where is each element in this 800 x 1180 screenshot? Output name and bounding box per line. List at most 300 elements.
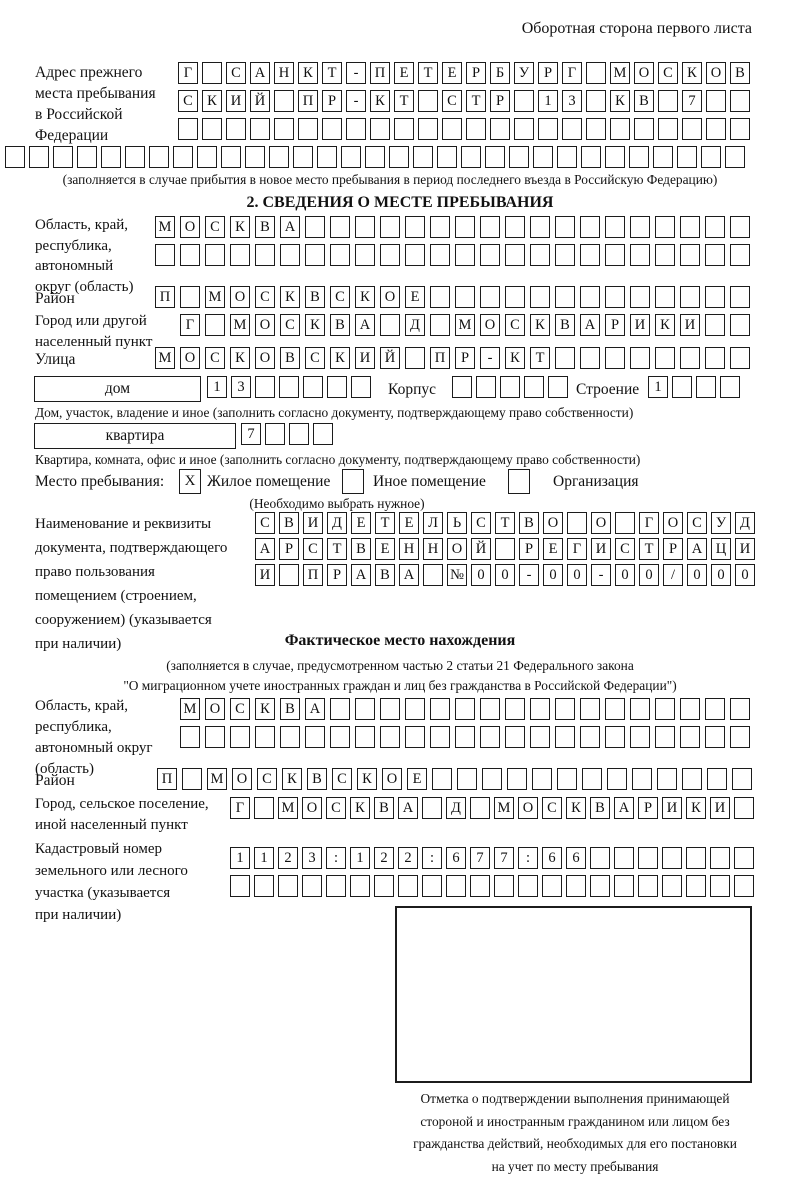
char-cell[interactable]: О: [591, 512, 611, 534]
char-cell[interactable]: С: [442, 90, 462, 112]
char-cell[interactable]: [5, 146, 25, 168]
char-cell[interactable]: [355, 698, 375, 720]
char-cell[interactable]: А: [305, 698, 325, 720]
char-cell[interactable]: А: [614, 797, 634, 819]
char-cell[interactable]: -: [346, 90, 366, 112]
char-cell[interactable]: [355, 216, 375, 238]
char-cell[interactable]: [582, 768, 602, 790]
char-cell[interactable]: [705, 347, 725, 369]
char-cell[interactable]: К: [280, 286, 300, 308]
char-cell[interactable]: [524, 376, 544, 398]
char-cell[interactable]: [330, 726, 350, 748]
char-cell[interactable]: [230, 244, 250, 266]
char-cell[interactable]: [710, 847, 730, 869]
char-cell[interactable]: И: [591, 538, 611, 560]
char-cell[interactable]: [305, 216, 325, 238]
char-cell[interactable]: :: [326, 847, 346, 869]
char-cell[interactable]: [580, 347, 600, 369]
char-cell[interactable]: [230, 726, 250, 748]
char-cell[interactable]: [422, 797, 442, 819]
char-cell[interactable]: О: [180, 347, 200, 369]
char-cell[interactable]: Р: [538, 62, 558, 84]
char-cell[interactable]: [734, 847, 754, 869]
char-cell[interactable]: [394, 118, 414, 140]
char-cell[interactable]: [615, 512, 635, 534]
char-cell[interactable]: [255, 726, 275, 748]
char-cell[interactable]: [461, 146, 481, 168]
char-cell[interactable]: Г: [230, 797, 250, 819]
char-cell[interactable]: [302, 875, 322, 897]
char-cell[interactable]: [298, 118, 318, 140]
char-cell[interactable]: [494, 875, 514, 897]
char-cell[interactable]: [555, 286, 575, 308]
char-cell[interactable]: [505, 286, 525, 308]
char-cell[interactable]: А: [351, 564, 371, 586]
char-cell[interactable]: [634, 118, 654, 140]
char-cell[interactable]: [548, 376, 568, 398]
char-cell[interactable]: В: [634, 90, 654, 112]
char-cell[interactable]: Е: [399, 512, 419, 534]
char-cell[interactable]: /: [663, 564, 683, 586]
char-cell[interactable]: [614, 847, 634, 869]
char-cell[interactable]: К: [230, 216, 250, 238]
char-cell[interactable]: [330, 216, 350, 238]
char-cell[interactable]: [305, 244, 325, 266]
char-cell[interactable]: [476, 376, 496, 398]
char-cell[interactable]: П: [430, 347, 450, 369]
char-cell[interactable]: К: [202, 90, 222, 112]
char-cell[interactable]: [455, 726, 475, 748]
char-cell[interactable]: 0: [711, 564, 731, 586]
char-cell[interactable]: Р: [455, 347, 475, 369]
char-cell[interactable]: Г: [180, 314, 200, 336]
char-cell[interactable]: Р: [519, 538, 539, 560]
char-cell[interactable]: 1: [538, 90, 558, 112]
char-cell[interactable]: [538, 118, 558, 140]
char-cell[interactable]: [555, 698, 575, 720]
char-cell[interactable]: Е: [375, 538, 395, 560]
char-cell[interactable]: [530, 216, 550, 238]
char-cell[interactable]: К: [305, 314, 325, 336]
char-cell[interactable]: 2: [374, 847, 394, 869]
char-cell[interactable]: К: [610, 90, 630, 112]
char-cell[interactable]: [423, 564, 443, 586]
char-cell[interactable]: [655, 698, 675, 720]
char-cell[interactable]: [380, 698, 400, 720]
char-cell[interactable]: [605, 698, 625, 720]
char-cell[interactable]: [480, 698, 500, 720]
char-cell[interactable]: С: [615, 538, 635, 560]
char-cell[interactable]: В: [351, 538, 371, 560]
char-cell[interactable]: С: [205, 216, 225, 238]
char-cell[interactable]: [53, 146, 73, 168]
char-cell[interactable]: [514, 90, 534, 112]
char-cell[interactable]: Г: [562, 62, 582, 84]
char-cell[interactable]: [557, 768, 577, 790]
char-cell[interactable]: У: [514, 62, 534, 84]
char-cell[interactable]: 0: [543, 564, 563, 586]
char-cell[interactable]: [505, 216, 525, 238]
char-cell[interactable]: Т: [466, 90, 486, 112]
char-cell[interactable]: [326, 875, 346, 897]
char-cell[interactable]: И: [680, 314, 700, 336]
char-cell[interactable]: [605, 726, 625, 748]
char-cell[interactable]: К: [350, 797, 370, 819]
char-cell[interactable]: [279, 376, 299, 398]
char-cell[interactable]: О: [230, 286, 250, 308]
char-cell[interactable]: [29, 146, 49, 168]
char-cell[interactable]: [607, 768, 627, 790]
char-cell[interactable]: К: [655, 314, 675, 336]
char-cell[interactable]: Е: [394, 62, 414, 84]
char-cell[interactable]: [255, 244, 275, 266]
char-cell[interactable]: [630, 698, 650, 720]
char-cell[interactable]: [686, 875, 706, 897]
char-cell[interactable]: [672, 376, 692, 398]
char-cell[interactable]: Т: [495, 512, 515, 534]
char-cell[interactable]: [533, 146, 553, 168]
char-cell[interactable]: [655, 286, 675, 308]
char-cell[interactable]: №: [447, 564, 467, 586]
char-cell[interactable]: К: [355, 286, 375, 308]
char-cell[interactable]: И: [710, 797, 730, 819]
char-cell[interactable]: П: [157, 768, 177, 790]
char-cell[interactable]: [480, 286, 500, 308]
char-cell[interactable]: [346, 118, 366, 140]
char-cell[interactable]: [705, 286, 725, 308]
char-cell[interactable]: [562, 118, 582, 140]
char-cell[interactable]: [710, 875, 730, 897]
char-cell[interactable]: Е: [442, 62, 462, 84]
char-cell[interactable]: [653, 146, 673, 168]
char-cell[interactable]: [405, 216, 425, 238]
char-cell[interactable]: К: [566, 797, 586, 819]
char-cell[interactable]: [630, 216, 650, 238]
char-cell[interactable]: Р: [466, 62, 486, 84]
char-cell[interactable]: [555, 347, 575, 369]
char-cell[interactable]: П: [303, 564, 323, 586]
char-cell[interactable]: С: [303, 538, 323, 560]
char-cell[interactable]: П: [370, 62, 390, 84]
char-cell[interactable]: [680, 726, 700, 748]
char-cell[interactable]: Д: [327, 512, 347, 534]
char-cell[interactable]: [280, 726, 300, 748]
char-cell[interactable]: 7: [241, 423, 261, 445]
char-cell[interactable]: 0: [495, 564, 515, 586]
char-cell[interactable]: Г: [639, 512, 659, 534]
char-cell[interactable]: [289, 423, 309, 445]
char-cell[interactable]: С: [257, 768, 277, 790]
char-cell[interactable]: [197, 146, 217, 168]
char-cell[interactable]: [566, 875, 586, 897]
char-cell[interactable]: [149, 146, 169, 168]
char-cell[interactable]: [495, 538, 515, 560]
char-cell[interactable]: [629, 146, 649, 168]
char-cell[interactable]: [505, 726, 525, 748]
char-cell[interactable]: 6: [566, 847, 586, 869]
char-cell[interactable]: [705, 244, 725, 266]
char-cell[interactable]: А: [250, 62, 270, 84]
char-cell[interactable]: [405, 244, 425, 266]
char-cell[interactable]: [680, 698, 700, 720]
char-cell[interactable]: [330, 244, 350, 266]
char-cell[interactable]: С: [305, 347, 325, 369]
char-cell[interactable]: В: [375, 564, 395, 586]
char-cell[interactable]: [178, 118, 198, 140]
char-cell[interactable]: [701, 146, 721, 168]
char-cell[interactable]: [505, 698, 525, 720]
char-cell[interactable]: [245, 146, 265, 168]
char-cell[interactable]: [226, 118, 246, 140]
char-cell[interactable]: [730, 286, 750, 308]
char-cell[interactable]: [442, 118, 462, 140]
char-cell[interactable]: К: [530, 314, 550, 336]
char-cell[interactable]: К: [255, 698, 275, 720]
char-cell[interactable]: С: [255, 286, 275, 308]
char-cell[interactable]: В: [255, 216, 275, 238]
char-cell[interactable]: [730, 726, 750, 748]
char-cell[interactable]: 3: [302, 847, 322, 869]
char-cell[interactable]: Т: [639, 538, 659, 560]
char-cell[interactable]: С: [230, 698, 250, 720]
char-cell[interactable]: [638, 847, 658, 869]
char-cell[interactable]: [720, 376, 740, 398]
char-cell[interactable]: В: [279, 512, 299, 534]
char-cell[interactable]: Т: [327, 538, 347, 560]
char-cell[interactable]: А: [255, 538, 275, 560]
char-cell[interactable]: [580, 244, 600, 266]
char-cell[interactable]: К: [298, 62, 318, 84]
char-cell[interactable]: [590, 847, 610, 869]
char-cell[interactable]: [730, 347, 750, 369]
char-cell[interactable]: [507, 768, 527, 790]
char-cell[interactable]: [705, 314, 725, 336]
char-cell[interactable]: [530, 286, 550, 308]
char-cell[interactable]: Е: [407, 768, 427, 790]
char-cell[interactable]: [254, 797, 274, 819]
char-cell[interactable]: [586, 62, 606, 84]
char-cell[interactable]: [662, 875, 682, 897]
char-cell[interactable]: К: [357, 768, 377, 790]
char-cell[interactable]: А: [280, 216, 300, 238]
char-cell[interactable]: -: [480, 347, 500, 369]
char-cell[interactable]: [730, 314, 750, 336]
char-cell[interactable]: [317, 146, 337, 168]
char-cell[interactable]: [680, 347, 700, 369]
char-cell[interactable]: [730, 216, 750, 238]
char-cell[interactable]: [265, 423, 285, 445]
char-cell[interactable]: О: [255, 347, 275, 369]
char-cell[interactable]: [470, 797, 490, 819]
char-cell[interactable]: [630, 286, 650, 308]
char-cell[interactable]: 7: [470, 847, 490, 869]
char-cell[interactable]: [303, 376, 323, 398]
char-cell[interactable]: И: [255, 564, 275, 586]
char-cell[interactable]: [322, 118, 342, 140]
char-cell[interactable]: М: [230, 314, 250, 336]
char-cell[interactable]: М: [455, 314, 475, 336]
char-cell[interactable]: [632, 768, 652, 790]
char-cell[interactable]: Т: [322, 62, 342, 84]
char-cell[interactable]: [305, 726, 325, 748]
char-cell[interactable]: 1: [230, 847, 250, 869]
char-cell[interactable]: С: [332, 768, 352, 790]
char-cell[interactable]: [430, 286, 450, 308]
char-cell[interactable]: [380, 726, 400, 748]
char-cell[interactable]: [509, 146, 529, 168]
char-cell[interactable]: [180, 244, 200, 266]
char-cell[interactable]: [173, 146, 193, 168]
char-cell[interactable]: [274, 118, 294, 140]
char-cell[interactable]: [405, 726, 425, 748]
char-cell[interactable]: Т: [394, 90, 414, 112]
char-cell[interactable]: П: [298, 90, 318, 112]
char-cell[interactable]: 6: [542, 847, 562, 869]
char-cell[interactable]: :: [518, 847, 538, 869]
char-cell[interactable]: [730, 118, 750, 140]
char-cell[interactable]: И: [226, 90, 246, 112]
char-cell[interactable]: С: [471, 512, 491, 534]
char-cell[interactable]: [630, 347, 650, 369]
char-cell[interactable]: Т: [418, 62, 438, 84]
char-cell[interactable]: [350, 875, 370, 897]
char-cell[interactable]: А: [398, 797, 418, 819]
char-cell[interactable]: [590, 875, 610, 897]
checkbox-organizatsiya[interactable]: [508, 469, 530, 494]
char-cell[interactable]: Г: [178, 62, 198, 84]
char-cell[interactable]: И: [735, 538, 755, 560]
dom-box[interactable]: дом: [34, 376, 201, 402]
char-cell[interactable]: [542, 875, 562, 897]
char-cell[interactable]: С: [205, 347, 225, 369]
char-cell[interactable]: О: [447, 538, 467, 560]
char-cell[interactable]: Р: [638, 797, 658, 819]
char-cell[interactable]: С: [280, 314, 300, 336]
char-cell[interactable]: Й: [471, 538, 491, 560]
char-cell[interactable]: И: [355, 347, 375, 369]
char-cell[interactable]: [530, 726, 550, 748]
char-cell[interactable]: [638, 875, 658, 897]
char-cell[interactable]: [730, 244, 750, 266]
char-cell[interactable]: [279, 564, 299, 586]
checkbox-inoe[interactable]: [342, 469, 364, 494]
char-cell[interactable]: [430, 314, 450, 336]
char-cell[interactable]: 3: [231, 376, 251, 398]
char-cell[interactable]: [255, 376, 275, 398]
char-cell[interactable]: [514, 118, 534, 140]
char-cell[interactable]: [610, 118, 630, 140]
char-cell[interactable]: Л: [423, 512, 443, 534]
char-cell[interactable]: 6: [446, 847, 466, 869]
char-cell[interactable]: [405, 347, 425, 369]
char-cell[interactable]: Д: [735, 512, 755, 534]
char-cell[interactable]: М: [205, 286, 225, 308]
char-cell[interactable]: 1: [254, 847, 274, 869]
char-cell[interactable]: [480, 244, 500, 266]
char-cell[interactable]: С: [226, 62, 246, 84]
char-cell[interactable]: [732, 768, 752, 790]
char-cell[interactable]: Т: [375, 512, 395, 534]
char-cell[interactable]: [682, 768, 702, 790]
char-cell[interactable]: [374, 875, 394, 897]
char-cell[interactable]: [280, 244, 300, 266]
char-cell[interactable]: [405, 698, 425, 720]
char-cell[interactable]: И: [662, 797, 682, 819]
char-cell[interactable]: С: [505, 314, 525, 336]
char-cell[interactable]: [398, 875, 418, 897]
char-cell[interactable]: П: [155, 286, 175, 308]
char-cell[interactable]: :: [422, 847, 442, 869]
char-cell[interactable]: 1: [207, 376, 227, 398]
char-cell[interactable]: [730, 90, 750, 112]
char-cell[interactable]: [180, 726, 200, 748]
char-cell[interactable]: [470, 875, 490, 897]
char-cell[interactable]: А: [399, 564, 419, 586]
char-cell[interactable]: [580, 216, 600, 238]
char-cell[interactable]: [180, 286, 200, 308]
char-cell[interactable]: О: [380, 286, 400, 308]
char-cell[interactable]: 1: [350, 847, 370, 869]
char-cell[interactable]: [430, 216, 450, 238]
char-cell[interactable]: [365, 146, 385, 168]
char-cell[interactable]: К: [230, 347, 250, 369]
char-cell[interactable]: 0: [639, 564, 659, 586]
char-cell[interactable]: [432, 768, 452, 790]
char-cell[interactable]: [437, 146, 457, 168]
char-cell[interactable]: [605, 216, 625, 238]
char-cell[interactable]: [555, 244, 575, 266]
char-cell[interactable]: [254, 875, 274, 897]
char-cell[interactable]: [605, 146, 625, 168]
char-cell[interactable]: [293, 146, 313, 168]
char-cell[interactable]: 7: [494, 847, 514, 869]
char-cell[interactable]: [734, 797, 754, 819]
char-cell[interactable]: Р: [327, 564, 347, 586]
char-cell[interactable]: О: [706, 62, 726, 84]
char-cell[interactable]: [630, 244, 650, 266]
char-cell[interactable]: С: [330, 286, 350, 308]
char-cell[interactable]: О: [205, 698, 225, 720]
char-cell[interactable]: [269, 146, 289, 168]
char-cell[interactable]: Й: [250, 90, 270, 112]
char-cell[interactable]: [452, 376, 472, 398]
char-cell[interactable]: [734, 875, 754, 897]
char-cell[interactable]: [725, 146, 745, 168]
char-cell[interactable]: [125, 146, 145, 168]
char-cell[interactable]: [446, 875, 466, 897]
char-cell[interactable]: К: [370, 90, 390, 112]
char-cell[interactable]: [505, 244, 525, 266]
char-cell[interactable]: [680, 216, 700, 238]
char-cell[interactable]: 0: [615, 564, 635, 586]
char-cell[interactable]: [605, 286, 625, 308]
char-cell[interactable]: [581, 146, 601, 168]
char-cell[interactable]: [696, 376, 716, 398]
char-cell[interactable]: [557, 146, 577, 168]
char-cell[interactable]: [658, 118, 678, 140]
char-cell[interactable]: [555, 726, 575, 748]
char-cell[interactable]: О: [663, 512, 683, 534]
char-cell[interactable]: [355, 244, 375, 266]
char-cell[interactable]: В: [730, 62, 750, 84]
char-cell[interactable]: [580, 286, 600, 308]
char-cell[interactable]: С: [255, 512, 275, 534]
char-cell[interactable]: М: [155, 216, 175, 238]
char-cell[interactable]: И: [303, 512, 323, 534]
char-cell[interactable]: [422, 875, 442, 897]
char-cell[interactable]: [370, 118, 390, 140]
char-cell[interactable]: Р: [490, 90, 510, 112]
